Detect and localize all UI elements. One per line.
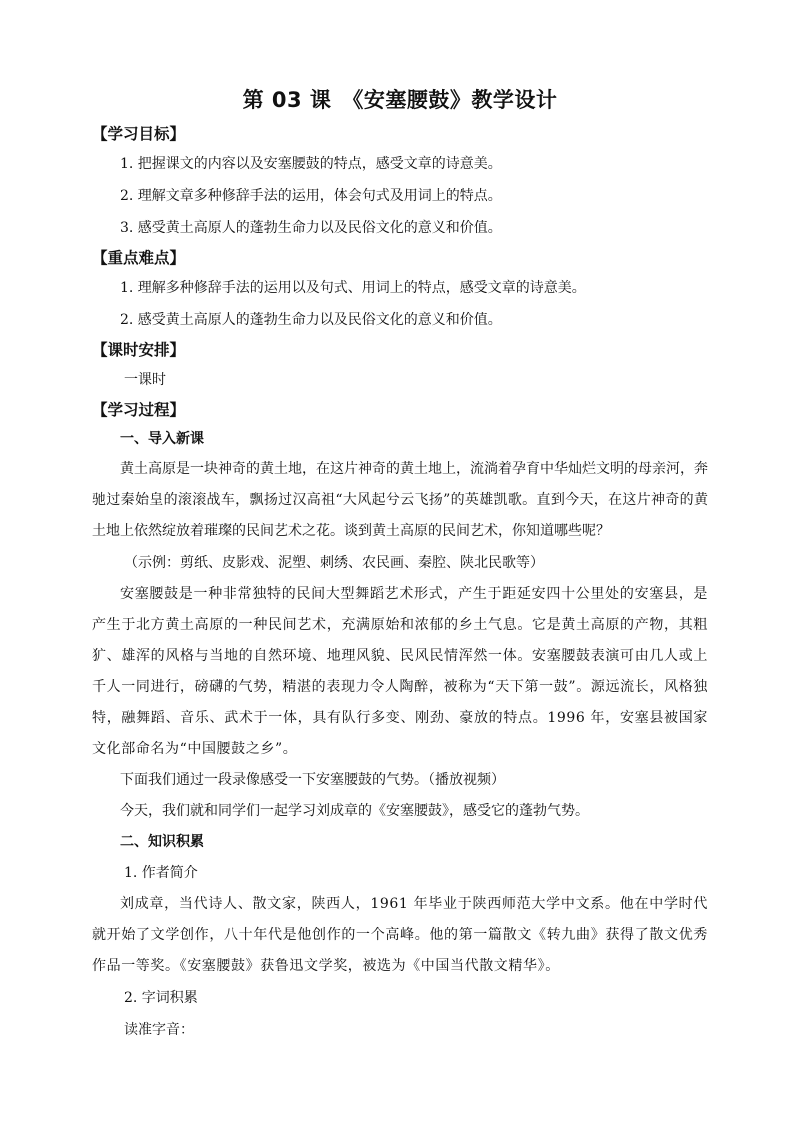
document-body bbox=[92, 120, 708, 1046]
section-heading-objectives: 【学习目标】 bbox=[92, 125, 186, 143]
example-list: （示例：剪纸、皮影戏、泥塑、刺绣、农民画、秦腔、陕北民歌等） bbox=[124, 555, 544, 571]
author-intro-paragraph: 刘成章，当代诗人、散文家，陕西人，1961 年毕业于陕西师范大学中文系。他在中学时代就开始了文学创作，八十年代是他创作的一个高峰。他的第一篇散文《转九曲》获得了散文优秀作品一等奖。《安塞腰鼓》获鲁迅文学奖，被选为《中国当代散文精华》。 bbox=[92, 896, 708, 974]
objective-item-3: 3. 感受黄土高原人的蓬勃生命力以及民俗文化的意义和价值。 bbox=[120, 220, 502, 236]
process-part2-title: 二、知识积累 bbox=[120, 834, 204, 850]
section-heading-process: 【学习过程】 bbox=[92, 401, 186, 419]
process-part1-title: 一、导入新课 bbox=[120, 431, 204, 447]
objective-item-2: 2. 理解文章多种修辞手法的运用，体会句式及用词上的特点。 bbox=[120, 188, 502, 204]
ansai-drum-paragraph: 安塞腰鼓是一种非常独特的民间大型舞蹈艺术形式，产生于距延安四十公里处的安塞县，是产生于北方黄土高原的一种民间艺术，充满原始和浓郁的乡土气息。它是黄土高原的产物，其粗犷、雄浑的风格与当地的自然环境、地理风貌、民风民情浑然一体。安塞腰鼓表演可由几人或上千人一同进行，磅礴的气势，精湛的表现力令人陶醉，被称为“天下第一鼓”。源远流长，风格独特，融舞蹈、音乐、武术于一体，具有队行多变、刚劲、豪放的特点。1996 年，安塞县被国家文化部命名为“中国腰鼓之乡”。 bbox=[92, 586, 708, 757]
schedule-text: 一课时 bbox=[124, 372, 166, 388]
key-point-item-1: 1. 理解多种修辞手法的运用以及句式、用词上的特点，感受文章的诗意美。 bbox=[120, 280, 586, 296]
intro-paragraph: 黄土高原是一块神奇的黄土地，在这片神奇的黄土地上，流淌着孕育中华灿烂文明的母亲河，奔驰过秦始皇的滚滚战车，飘扬过汉高祖“大风起兮云飞扬”的英雄凯歌。直到今天，在这片神奇的黄土地上依然绽放着璀璨的民间艺术之花。谈到黄土高原的民间艺术，你知道哪些呢？ bbox=[92, 461, 708, 539]
section-heading-key-points: 【重点难点】 bbox=[92, 249, 186, 267]
section-heading-schedule: 【课时安排】 bbox=[92, 341, 186, 359]
author-intro-label: 1. 作者简介 bbox=[124, 865, 198, 881]
vocab-label: 2. 字词积累 bbox=[124, 990, 198, 1006]
video-paragraph: 下面我们通过一段录像感受一下安塞腰鼓的气势。（播放视频） bbox=[120, 772, 505, 788]
document-title: 第 03 课 《安塞腰鼓》教学设计 bbox=[242, 88, 558, 112]
pronunciation-label: 读准字音： bbox=[124, 1022, 194, 1038]
lesson-paragraph: 今天，我们就和同学们一起学习刘成章的《安塞腰鼓》，感受它的蓬勃气势。 bbox=[120, 803, 589, 819]
objective-item-1: 1. 把握课文的内容以及安塞腰鼓的特点，感受文章的诗意美。 bbox=[120, 156, 502, 172]
key-point-item-2: 2. 感受黄土高原人的蓬勃生命力以及民俗文化的意义和价值。 bbox=[120, 312, 502, 328]
